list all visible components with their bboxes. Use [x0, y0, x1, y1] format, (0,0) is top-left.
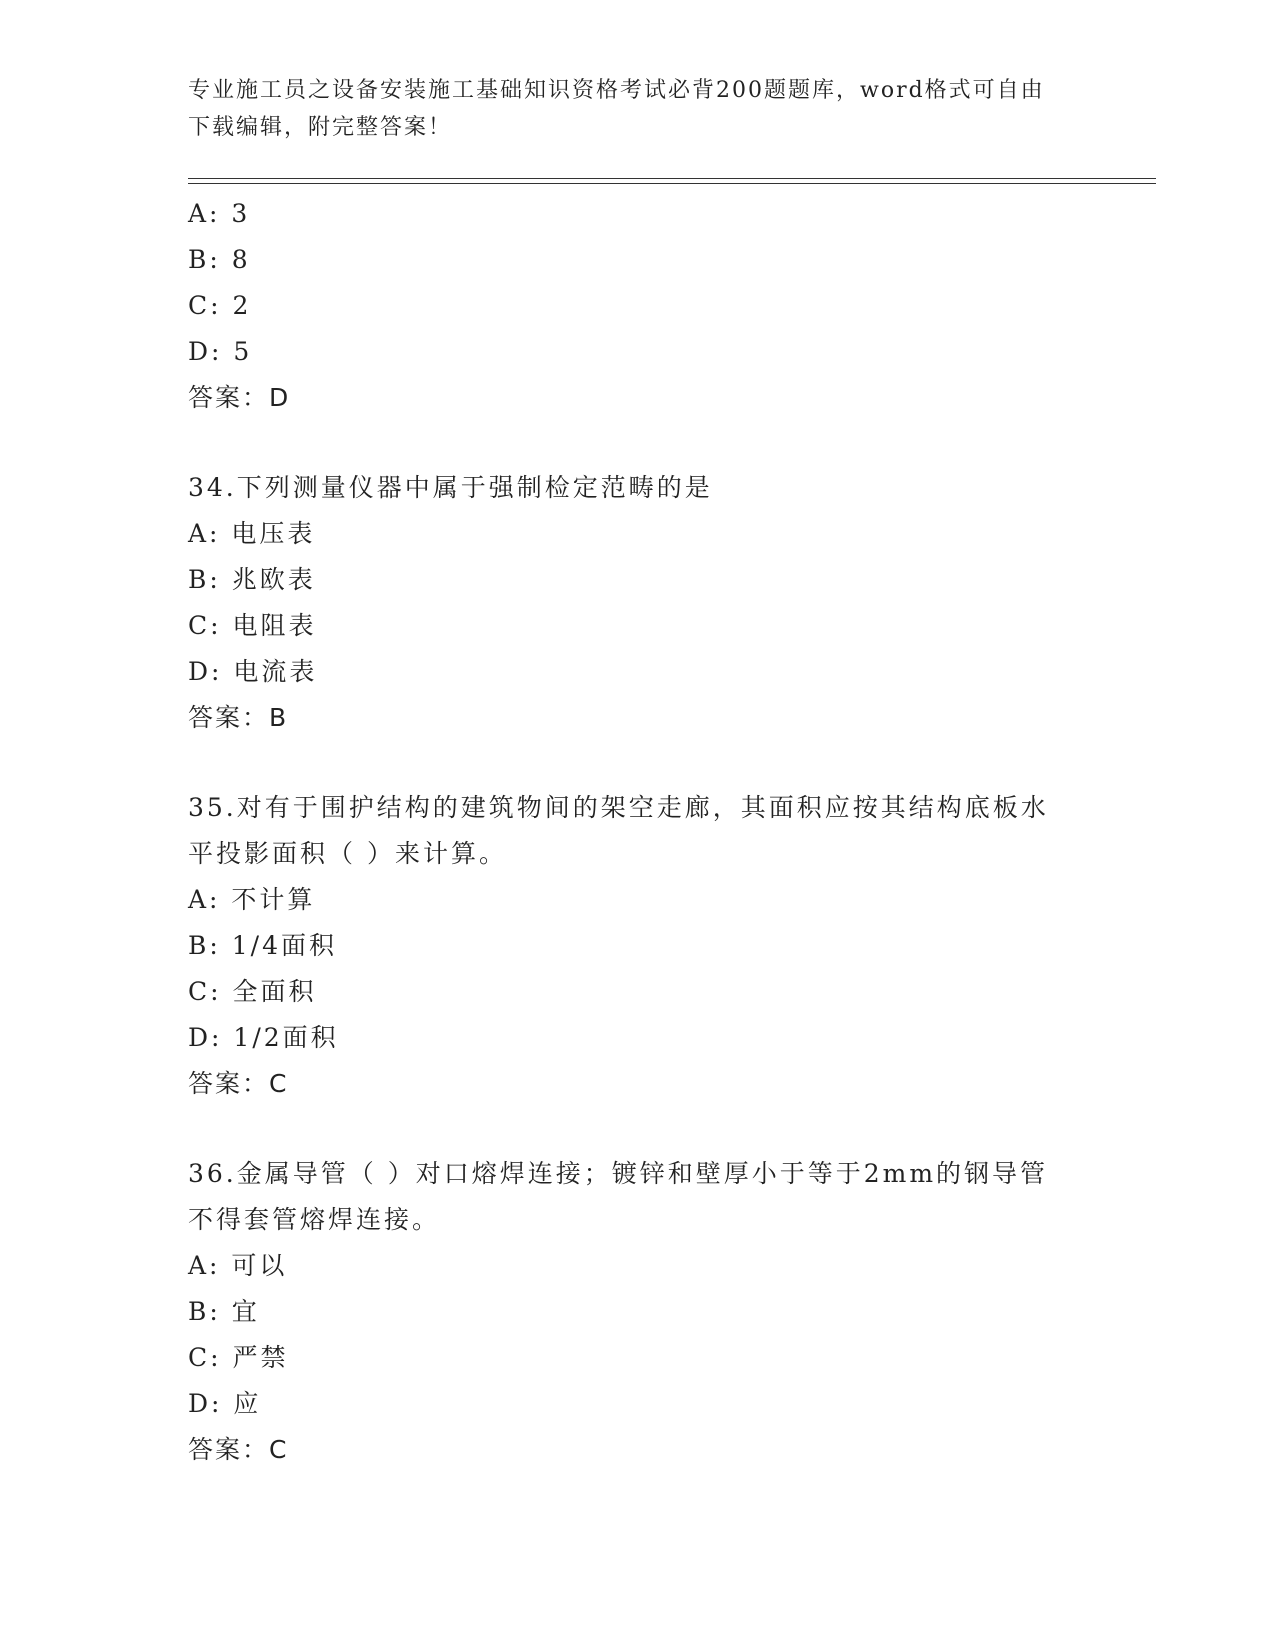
- header-line-1: 专业施工员之设备安装施工基础知识资格考试必背200题题库，word格式可自由: [188, 78, 1045, 103]
- option-b: B: 兆欧表: [188, 565, 316, 594]
- option-b: B: 宜: [188, 1297, 260, 1326]
- spacer: [188, 1107, 1088, 1151]
- option-b: B: 8: [188, 245, 251, 274]
- partial-question: [188, 191, 1088, 421]
- header-divider-bottom: [188, 183, 1156, 184]
- question-text-continued: 平投影面积（ ）来计算。: [188, 839, 507, 868]
- option-a: A: 不计算: [188, 885, 316, 914]
- option-d: D: 5: [188, 337, 253, 366]
- header-line-2: 下载编辑，附完整答案！: [188, 115, 453, 140]
- option-c: C: 2: [188, 291, 252, 320]
- option-b: B: 1/4面积: [188, 931, 337, 960]
- option-c: C: 电阻表: [188, 611, 317, 640]
- question-text: 34.下列测量仪器中属于强制检定范畴的是: [188, 473, 713, 502]
- header-divider-top: [188, 178, 1156, 179]
- option-d: D: 电流表: [188, 657, 318, 686]
- question-text: 35.对有于围护结构的建筑物间的架空走廊，其面积应按其结构底板水: [188, 793, 1049, 822]
- answer-line: 答案：C: [188, 1435, 289, 1464]
- option-d: D: 1/2面积: [188, 1023, 339, 1052]
- option-c: C: 严禁: [188, 1343, 289, 1372]
- question-text: 36.金属导管（ ）对口熔焊连接；镀锌和壁厚小于等于2mm的钢导管: [188, 1159, 1049, 1188]
- option-a: A: 可以: [188, 1251, 288, 1280]
- option-a: A: 3: [188, 199, 251, 228]
- document-header: [188, 72, 1088, 146]
- spacer: [188, 741, 1088, 785]
- answer-line: 答案：C: [188, 1069, 289, 1098]
- question-34: [188, 465, 1088, 741]
- option-d: D: 应: [188, 1389, 262, 1418]
- question-36: [188, 1151, 1088, 1473]
- option-c: C: 全面积: [188, 977, 317, 1006]
- answer-line: 答案：B: [188, 703, 289, 732]
- answer-line: 答案：D: [188, 383, 291, 412]
- question-text-continued: 不得套管熔焊连接。: [188, 1205, 441, 1234]
- spacer: [188, 421, 1088, 465]
- question-35: [188, 785, 1088, 1107]
- option-a: A: 电压表: [188, 519, 316, 548]
- document-body: [188, 191, 1088, 1473]
